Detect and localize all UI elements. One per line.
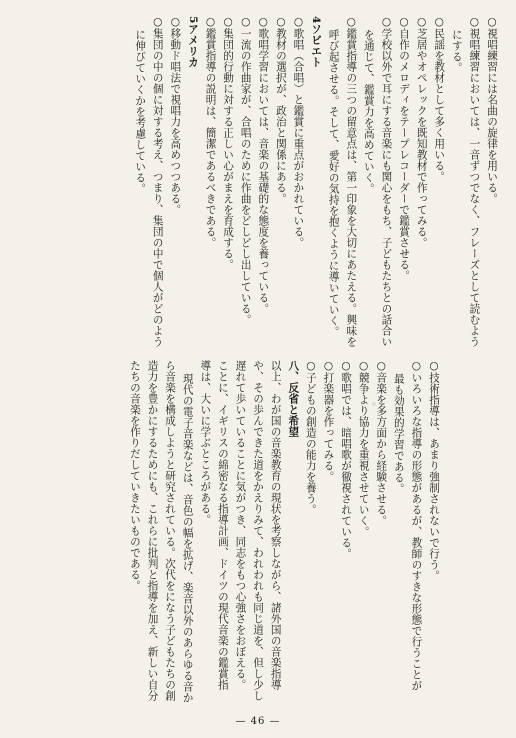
text-line	[394, 16, 412, 334]
text-line	[342, 16, 360, 348]
section-number: 八、	[287, 360, 300, 382]
bullet-circle-icon: ○	[222, 16, 235, 29]
text-line	[372, 360, 390, 680]
text-line	[201, 16, 219, 334]
bullet-circle-icon: ○	[304, 360, 317, 373]
line-text: 視唱練習には名曲の旋律を用いる。	[486, 28, 498, 205]
line-text: 遅れて歩いていることに気がつき、同志をもつ心強さをおぼえる。	[234, 360, 247, 690]
text-line	[231, 360, 249, 690]
line-text: 反省と希望	[287, 382, 300, 437]
bullet-circle-icon: ○	[433, 16, 446, 29]
text-line	[359, 16, 377, 334]
section-heading	[306, 16, 324, 334]
line-text: 競争より協力を重視させていく。	[357, 372, 370, 538]
line-text: 移動ド唱法で視唱力を高めつつある。	[169, 28, 182, 216]
line-text: 子どもの創造の能力を養う。	[304, 372, 317, 516]
text-line	[143, 360, 161, 701]
line-text: や、その歩んできた道をかえりみて、われわれも同じ道を、但し少し	[252, 360, 265, 701]
line-text: 芝居やオペレックを既知教材で作ってみる。	[415, 28, 428, 249]
bullet-circle-icon: ○	[375, 360, 388, 373]
line-text: 鑑賞指導の三つの留意点は、第一印象を大切にあたえる。興味を	[345, 28, 358, 348]
line-text: 現代の電子音楽などは、音色の幅を拡げ、楽音以外のあらゆる音か	[181, 372, 194, 703]
line-text: 呼び起させる。そして、愛好の気持を抱くように導いていく。	[327, 28, 340, 337]
line-text: いろいろな指導の形態があるが、教師のすきな形態で行うことが	[410, 372, 423, 692]
line-text: 鑑賞指導の説明は、簡潔であるべきである。	[204, 28, 217, 249]
bullet-circle-icon: ○	[468, 16, 481, 29]
lower-text-column	[125, 360, 442, 703]
line-text: 打楽器を作ってみる。	[322, 372, 335, 483]
line-text: 一流の作曲家が、合唱のために作曲をどしどし出している。	[239, 28, 252, 326]
bullet-circle-icon: ○	[204, 16, 217, 29]
line-text: にする。	[450, 28, 463, 73]
bullet-circle-icon: ○	[398, 16, 411, 29]
section-heading	[284, 360, 302, 680]
text-line	[254, 16, 272, 334]
text-line	[236, 16, 254, 334]
bullet-circle-icon: ○	[380, 16, 393, 29]
bullet-circle-icon: ○	[340, 360, 353, 373]
line-text: 導は、大いに学ぶところがある。	[199, 360, 212, 525]
text-line	[213, 360, 231, 690]
upper-text-column	[131, 16, 500, 348]
line-text: ことに、イギリスの綿密なる指導計画、ドイツの現代音楽の鑑賞指	[216, 360, 229, 690]
text-line	[301, 360, 319, 680]
text-line	[271, 16, 289, 334]
bullet-circle-icon: ○	[428, 360, 440, 373]
line-text: ら音楽を構成しようと研究されている。次代をになう子どもたちの創	[164, 360, 177, 701]
bullet-circle-icon: ○	[292, 16, 305, 29]
bullet-circle-icon: ○	[415, 16, 428, 29]
text-line	[412, 16, 430, 334]
page-number: — 46 —	[235, 716, 281, 727]
line-text: 歌唱学習においては、音楽の基礎的な態度を養っている。	[257, 28, 270, 315]
section-heading	[183, 16, 201, 334]
line-text: 自作のメロディをテープレコーダーで鑑賞させる。	[398, 28, 411, 282]
text-line	[482, 16, 500, 334]
line-text: を通じて、鑑賞力を高めていく。	[362, 28, 375, 194]
text-line	[248, 360, 266, 701]
line-text: 造力を豊かにするためにも、これらに批判と指導を加え、新しい自分	[146, 360, 159, 701]
text-line	[424, 360, 442, 680]
line-text: 集団的行動に対する正しい心がまえを育成する。	[222, 28, 235, 271]
line-text: 技術指導は、あまり強制されないで行う。	[428, 372, 440, 582]
line-text: 歌唱（合唱）と鑑賞に重点がおかれている。	[292, 28, 305, 249]
text-line	[354, 360, 372, 680]
text-line	[324, 16, 342, 337]
line-text: 教材の選択が、政治と関係にある。	[274, 28, 287, 205]
bullet-circle-icon: ○	[257, 16, 270, 29]
bullet-circle-icon: ○	[274, 16, 287, 29]
text-line	[430, 16, 448, 334]
line-text: 歌唱では、暗唱歌が徹視されている。	[340, 372, 353, 560]
line-text: 最も効果的学習である。	[392, 372, 405, 494]
text-line	[131, 16, 149, 334]
text-line	[125, 360, 143, 680]
text-line	[465, 16, 483, 348]
section-number: 5	[186, 16, 199, 24]
bullet-circle-icon: ○	[410, 360, 423, 373]
line-text: 集団の中の個に対する考え、つまり、集団の中で個人がどのよう	[151, 28, 164, 348]
line-text: 視唱練習においては、一音ずつでなく、フレーズとして読むよう	[468, 28, 481, 348]
bullet-circle-icon: ○	[239, 16, 252, 29]
bullet-circle-icon: ○	[169, 16, 182, 29]
line-text: に伸びていくかを考慮している。	[134, 28, 147, 194]
line-text: 音楽を多方面から経験させる。	[375, 372, 388, 527]
bullet-circle-icon: ○	[357, 360, 370, 373]
line-text: ソビエト	[310, 23, 323, 68]
text-line	[219, 16, 237, 334]
section-number: 4	[310, 16, 323, 24]
line-text: 以上、わが国の音楽教育の現状を考察しながら、諸外国の音楽指導	[269, 360, 282, 690]
text-line	[196, 360, 214, 680]
bullet-circle-icon: ○	[345, 16, 358, 29]
text-line	[161, 360, 179, 701]
bullet-circle-icon: ○	[322, 360, 335, 373]
text-line	[336, 360, 354, 680]
text-line	[407, 360, 425, 692]
text-line	[289, 16, 307, 334]
bullet-circle-icon: ○	[486, 16, 498, 29]
text-line	[389, 360, 407, 680]
text-line	[319, 360, 337, 680]
bullet-circle-icon: ○	[151, 16, 164, 29]
line-text: 学校以外で耳にする音楽にも関心をもち、子どもたちとの話合い	[380, 28, 393, 348]
text-line	[377, 16, 395, 348]
text-line	[148, 16, 166, 348]
text-line	[447, 16, 465, 334]
text-line	[178, 360, 196, 703]
text-line	[266, 360, 284, 690]
line-text: たちの音楽を作りだしていきたいものである。	[128, 360, 141, 591]
text-line	[166, 16, 184, 334]
line-text: アメリカ	[186, 23, 199, 68]
line-text: 民謡を教材として多く用いる。	[433, 28, 446, 183]
